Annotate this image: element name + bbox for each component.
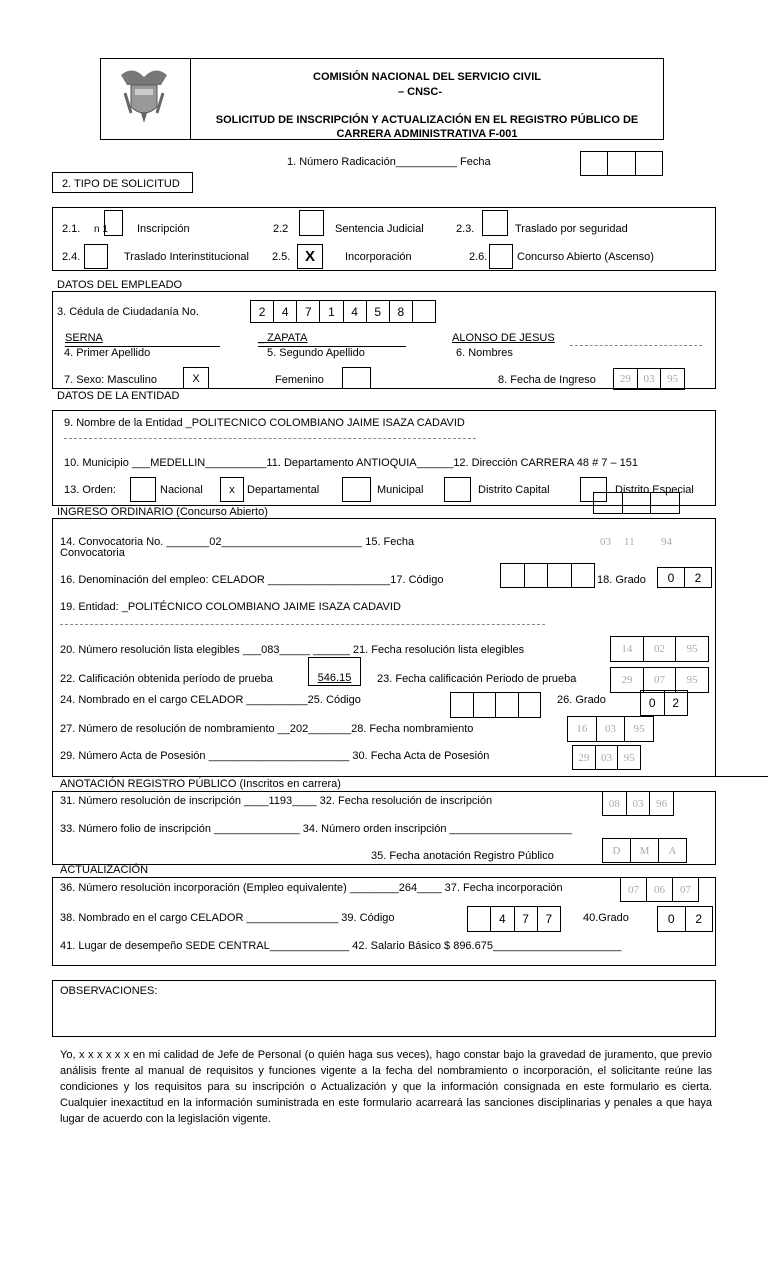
option-number: 2.4. bbox=[62, 251, 81, 263]
cell bbox=[650, 493, 679, 513]
option-label: Incorporación bbox=[345, 251, 412, 263]
actualizacion-heading: ACTUALIZACIÓN bbox=[60, 864, 149, 876]
form-title: SOLICITUD DE INSCRIPCIÓN Y ACTUALIZACIÓN EN EL REGISTRO PÚBLICO DE bbox=[215, 114, 639, 126]
cell: 95 bbox=[617, 746, 640, 769]
option-label: Traslado por seguridad bbox=[515, 223, 628, 235]
cell: 29 bbox=[619, 373, 631, 385]
convocatoria-row: 14. Convocatoria No. _______02_______________________ 15. Fecha bbox=[60, 536, 415, 548]
masculino-checkbox[interactable]: X bbox=[183, 367, 209, 389]
ingreso-heading: INGRESO ORDINARIO (Concurso Abierto) bbox=[57, 506, 268, 518]
resolucion-elegibles-row: 20. Número resolución lista elegibles ___083_____ ______ 21. Fecha resolución lista elegibles bbox=[60, 644, 525, 656]
grado-18-field[interactable] bbox=[657, 567, 712, 588]
folio-row: 33. Número folio de inscripción ______________ 34. Número orden inscripción ____________________ bbox=[60, 823, 572, 835]
label: Nacional bbox=[160, 484, 203, 496]
cedula-field[interactable] bbox=[250, 300, 436, 323]
fecha-28-field[interactable] bbox=[567, 716, 654, 742]
fecha-37-field[interactable] bbox=[620, 877, 699, 902]
label: 13. Orden: bbox=[64, 484, 116, 496]
option-number: 2.1. bbox=[62, 223, 81, 235]
cell bbox=[412, 301, 435, 322]
label: 40.Grado bbox=[583, 912, 629, 924]
nombres-value[interactable]: ALONSO DE JESUS bbox=[452, 332, 555, 344]
municipio-row: 10. Municipio ___MEDELLIN__________11. Departamento ANTIOQUIA______12. Dirección CARRERA 48 # 7 – 151 bbox=[64, 457, 638, 469]
segundo-apellido-value[interactable]: _ ZAPATA bbox=[258, 332, 308, 344]
entidad-row: 19. Entidad: _POLITÉCNICO COLOMBIANO JAIME ISAZA CADAVID bbox=[60, 601, 401, 613]
label: 22. Calificación obtenida período de prueba bbox=[60, 673, 273, 685]
cell: 95 bbox=[675, 637, 708, 661]
orden-nacional-checkbox[interactable] bbox=[130, 477, 156, 502]
option-number: 2.2 bbox=[273, 223, 289, 235]
cell: 03 bbox=[637, 369, 661, 389]
label: 23. Fecha calificación Periodo de prueba bbox=[377, 673, 577, 685]
cell: 7 bbox=[514, 907, 537, 931]
cell bbox=[451, 693, 473, 717]
acta-posesion-row: 29. Número Acta de Posesión _______________________ 30. Fecha Acta de Posesión bbox=[60, 750, 490, 762]
cell: 29 bbox=[621, 674, 633, 686]
observaciones-label: OBSERVACIONES: bbox=[60, 985, 158, 997]
grado-40-field[interactable] bbox=[657, 906, 713, 932]
label: Distrito Especial bbox=[615, 484, 694, 496]
radicacion-date-field[interactable] bbox=[580, 151, 663, 176]
cell: 2 bbox=[258, 304, 266, 319]
checkbox-concurso[interactable] bbox=[489, 244, 513, 269]
cell: 8 bbox=[389, 301, 412, 322]
resolucion-nombramiento-row: 27. Número de resolución de nombramiento __202_______28. Fecha nombramiento bbox=[60, 723, 474, 735]
cell bbox=[571, 564, 595, 587]
header-acronym: – CNSC- bbox=[398, 86, 443, 98]
cell: 1 bbox=[319, 301, 342, 322]
cell bbox=[635, 152, 662, 175]
cell: 2 bbox=[664, 691, 688, 715]
cell: 5 bbox=[366, 301, 389, 322]
grado-26-field[interactable] bbox=[640, 690, 688, 716]
label: Femenino bbox=[275, 374, 324, 386]
lugar-salario-row: 41. Lugar de desempeño SEDE CENTRAL_____________ 42. Salario Básico $ 896.675_____________________ bbox=[60, 940, 622, 952]
label: Municipal bbox=[377, 484, 424, 496]
checkbox-sentencia[interactable] bbox=[299, 210, 324, 236]
cell: 29 bbox=[578, 751, 590, 764]
label: 26. Grado bbox=[557, 694, 606, 706]
entidad-nombre: 9. Nombre de la Entidad _POLITECNICO COLOMBIANO JAIME ISAZA CADAVID bbox=[64, 417, 465, 429]
label: 4. Primer Apellido bbox=[64, 347, 151, 359]
cell: 4 bbox=[273, 301, 296, 322]
nombrado-row: 24. Nombrado en el cargo CELADOR __________25. Código bbox=[60, 694, 361, 706]
cedula-label: 3. Cédula de Ciudadanía No. bbox=[57, 306, 199, 318]
cell: 2 bbox=[685, 907, 713, 931]
cell: 7 bbox=[537, 907, 560, 931]
denominacion-row: 16. Denominación del empleo: CELADOR ____________________17. Código bbox=[60, 574, 444, 586]
cell: 4 bbox=[343, 301, 366, 322]
tipo-heading: 2. TIPO DE SOLICITUD bbox=[62, 178, 180, 190]
cells bbox=[593, 492, 680, 514]
fecha-35-field[interactable] bbox=[602, 838, 687, 863]
cell bbox=[607, 152, 634, 175]
option-number: 2.6. bbox=[469, 251, 488, 263]
declaracion-text: Yo, x x x x x x en mi calidad de Jefe de Personal (o quién haga sus veces), hago constar bajo la gravedad de juramento, que previo análisis frente al manual de requisitos y funciones vigente a la fecha del nombramiento o incorporación, el solicitante reúne las condiciones y los requisitos para su inscripción o Actualización y que la información consignada en este formulario es cierta. Cualquier inexactitud en la información suministrada en este formulario acarreará las sanciones disciplinarias y penales a que haya lugar de acuerdo con la legislación vigente. bbox=[60, 1049, 712, 1125]
cell: 95 bbox=[660, 369, 684, 389]
cell: 16 bbox=[576, 723, 588, 735]
option-number: 2.5. bbox=[272, 251, 291, 263]
underline bbox=[570, 345, 702, 346]
coat-of-arms-logo bbox=[113, 63, 175, 125]
checkbox-inscripcion-mark: n 1 bbox=[94, 224, 108, 235]
cell: 4 bbox=[490, 907, 513, 931]
divider bbox=[52, 776, 768, 777]
cell: 02 bbox=[643, 637, 676, 661]
nombrado-cargo-row: 38. Nombrado en el cargo CELADOR _______________ 39. Código bbox=[60, 912, 395, 924]
fecha-convocatoria-year: 94 bbox=[661, 536, 672, 548]
cell bbox=[473, 693, 496, 717]
cell bbox=[501, 564, 524, 587]
form-subtitle: CARRERA ADMINISTRATIVA F-001 bbox=[336, 128, 518, 140]
header-title: COMISIÓN NACIONAL DEL SERVICIO CIVIL bbox=[313, 71, 541, 83]
cell: D bbox=[612, 844, 621, 857]
fecha-21-field[interactable] bbox=[610, 636, 709, 662]
fecha-ingreso-field[interactable] bbox=[613, 368, 685, 390]
cell: 08 bbox=[608, 797, 620, 810]
label: Departamental bbox=[247, 484, 320, 496]
cell bbox=[622, 493, 651, 513]
cell: A bbox=[658, 839, 686, 862]
cell: 07 bbox=[628, 883, 639, 896]
cell bbox=[495, 693, 518, 717]
cell: 07 bbox=[643, 668, 676, 692]
cell bbox=[547, 564, 571, 587]
cell: 0 bbox=[667, 570, 675, 585]
cell: 14 bbox=[621, 643, 633, 655]
radicacion-label: 1. Número Radicación__________ Fecha bbox=[287, 156, 491, 168]
cell: 03 bbox=[626, 792, 650, 815]
sexo-label: 7. Sexo: Masculino bbox=[64, 374, 157, 386]
label: Distrito Capital bbox=[478, 484, 550, 496]
option-label: Traslado Interinstitucional bbox=[124, 251, 249, 263]
cell bbox=[594, 493, 622, 513]
cell: 96 bbox=[649, 792, 673, 815]
primer-apellido-value[interactable]: SERNA bbox=[65, 332, 103, 344]
codigo-17-field[interactable] bbox=[500, 563, 595, 588]
fecha-convocatoria-day: 03 bbox=[600, 536, 611, 548]
cell bbox=[524, 564, 548, 587]
cell: 0 bbox=[667, 912, 675, 926]
orden-departamental-checkbox[interactable]: x bbox=[220, 477, 244, 502]
option-number: 2.3. bbox=[456, 223, 475, 235]
resolucion-incorporacion-row: 36. Número resolución incorporación (Empleo equivalente) ________264____ 37. Fecha incorporación bbox=[60, 882, 563, 894]
cell: 07 bbox=[672, 878, 698, 901]
underline bbox=[64, 438, 476, 439]
label: 6. Nombres bbox=[456, 347, 513, 359]
cell: 2 bbox=[684, 568, 711, 587]
option-label: Sentencia Judicial bbox=[335, 223, 424, 235]
codigo-25-field[interactable] bbox=[450, 692, 541, 718]
fecha-32-field[interactable] bbox=[602, 791, 674, 816]
label: 8. Fecha de Ingreso bbox=[498, 374, 596, 386]
cell: 06 bbox=[646, 878, 672, 901]
checkbox-incorporacion[interactable]: X bbox=[297, 244, 323, 269]
calificacion-field[interactable]: 546.15 bbox=[308, 657, 361, 686]
cell: 03 bbox=[595, 746, 618, 769]
cell: 03 bbox=[596, 717, 625, 741]
cell bbox=[581, 152, 607, 175]
cell: 0 bbox=[648, 696, 656, 710]
label: Convocatoria bbox=[60, 547, 125, 559]
label: 5. Segundo Apellido bbox=[267, 347, 365, 359]
cell: 95 bbox=[675, 668, 708, 692]
empleado-heading: DATOS DEL EMPLEADO bbox=[57, 279, 183, 291]
femenino-checkbox[interactable] bbox=[342, 367, 371, 389]
cell: M bbox=[630, 839, 658, 862]
fecha-convocatoria-month: 11 bbox=[624, 536, 635, 548]
underline bbox=[60, 624, 545, 625]
registro-heading: ANOTACIÓN REGISTRO PÚBLICO (Inscritos en carrera) bbox=[60, 778, 341, 790]
option-label: Concurso Abierto (Ascenso) bbox=[517, 251, 654, 263]
orden-municipal-checkbox[interactable] bbox=[342, 477, 371, 502]
entidad-heading: DATOS DE LA ENTIDAD bbox=[57, 390, 180, 402]
fecha-30-field[interactable] bbox=[572, 745, 641, 770]
checkbox-traslado-seguridad[interactable] bbox=[482, 210, 508, 236]
label: 18. Grado bbox=[597, 574, 646, 586]
orden-capital-checkbox[interactable] bbox=[444, 477, 471, 502]
resolucion-inscripcion-row: 31. Número resolución de inscripción ____1193____ 32. Fecha resolución de inscripción bbox=[60, 795, 493, 807]
cell: 95 bbox=[624, 717, 653, 741]
option-label: Inscripción bbox=[137, 223, 190, 235]
cell bbox=[518, 693, 541, 717]
label: 35. Fecha anotación Registro Público bbox=[371, 850, 554, 862]
cell bbox=[468, 907, 490, 931]
cell: 7 bbox=[296, 301, 319, 322]
checkbox-traslado-inter[interactable] bbox=[84, 244, 108, 269]
codigo-39-field[interactable] bbox=[467, 906, 561, 932]
